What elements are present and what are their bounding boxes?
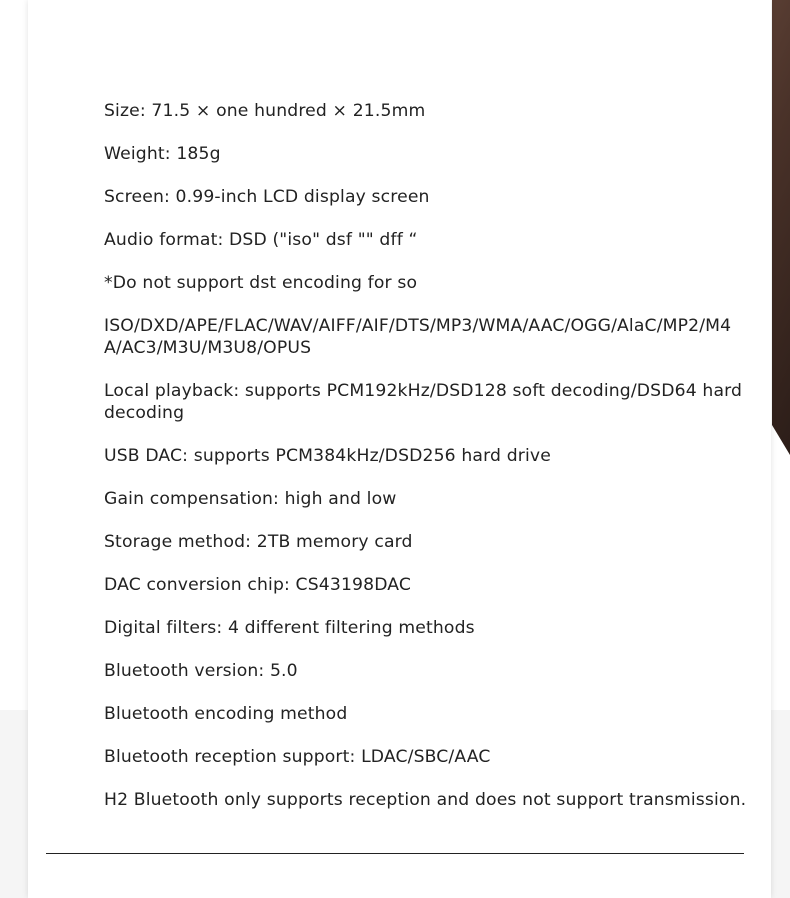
spec-bluetooth-encoding: Bluetooth encoding method (104, 704, 348, 724)
spec-format-list: ISO/DXD/APE/FLAC/WAV/AIFF/AIF/DTS/MP3/WMA/AAC/OGG/AlaC/MP2/M4A/AC3/M3U/M3U8/OPUS (104, 316, 732, 358)
spec-audio-format: Audio format: DSD ("iso" dsf "" dff “ (104, 230, 418, 250)
divider-line (46, 853, 744, 854)
spec-card (28, 0, 771, 898)
spec-digital-filters: Digital filters: 4 different filtering methods (104, 618, 475, 638)
spec-screen: Screen: 0.99-inch LCD display screen (104, 187, 430, 207)
spec-gain: Gain compensation: high and low (104, 489, 397, 509)
spec-list (104, 100, 747, 832)
spec-size: Size: 71.5 × one hundred × 21.5mm (104, 101, 426, 121)
spec-dst-note: *Do not support dst encoding for so (104, 273, 418, 293)
spec-bluetooth-version: Bluetooth version: 5.0 (104, 661, 298, 681)
spec-bluetooth-note: H2 Bluetooth only supports reception and does not support transmission. (104, 790, 747, 810)
spec-local-playback: Local playback: supports PCM192kHz/DSD128 soft decoding/DSD64 hard decoding (104, 381, 743, 423)
spec-weight: Weight: 185g (104, 144, 221, 164)
spec-dac-chip: DAC conversion chip: CS43198DAC (104, 575, 412, 595)
spec-usb-dac: USB DAC: supports PCM384kHz/DSD256 hard drive (104, 446, 551, 466)
spec-bluetooth-reception: Bluetooth reception support: LDAC/SBC/AAC (104, 747, 491, 767)
spec-storage: Storage method: 2TB memory card (104, 532, 413, 552)
